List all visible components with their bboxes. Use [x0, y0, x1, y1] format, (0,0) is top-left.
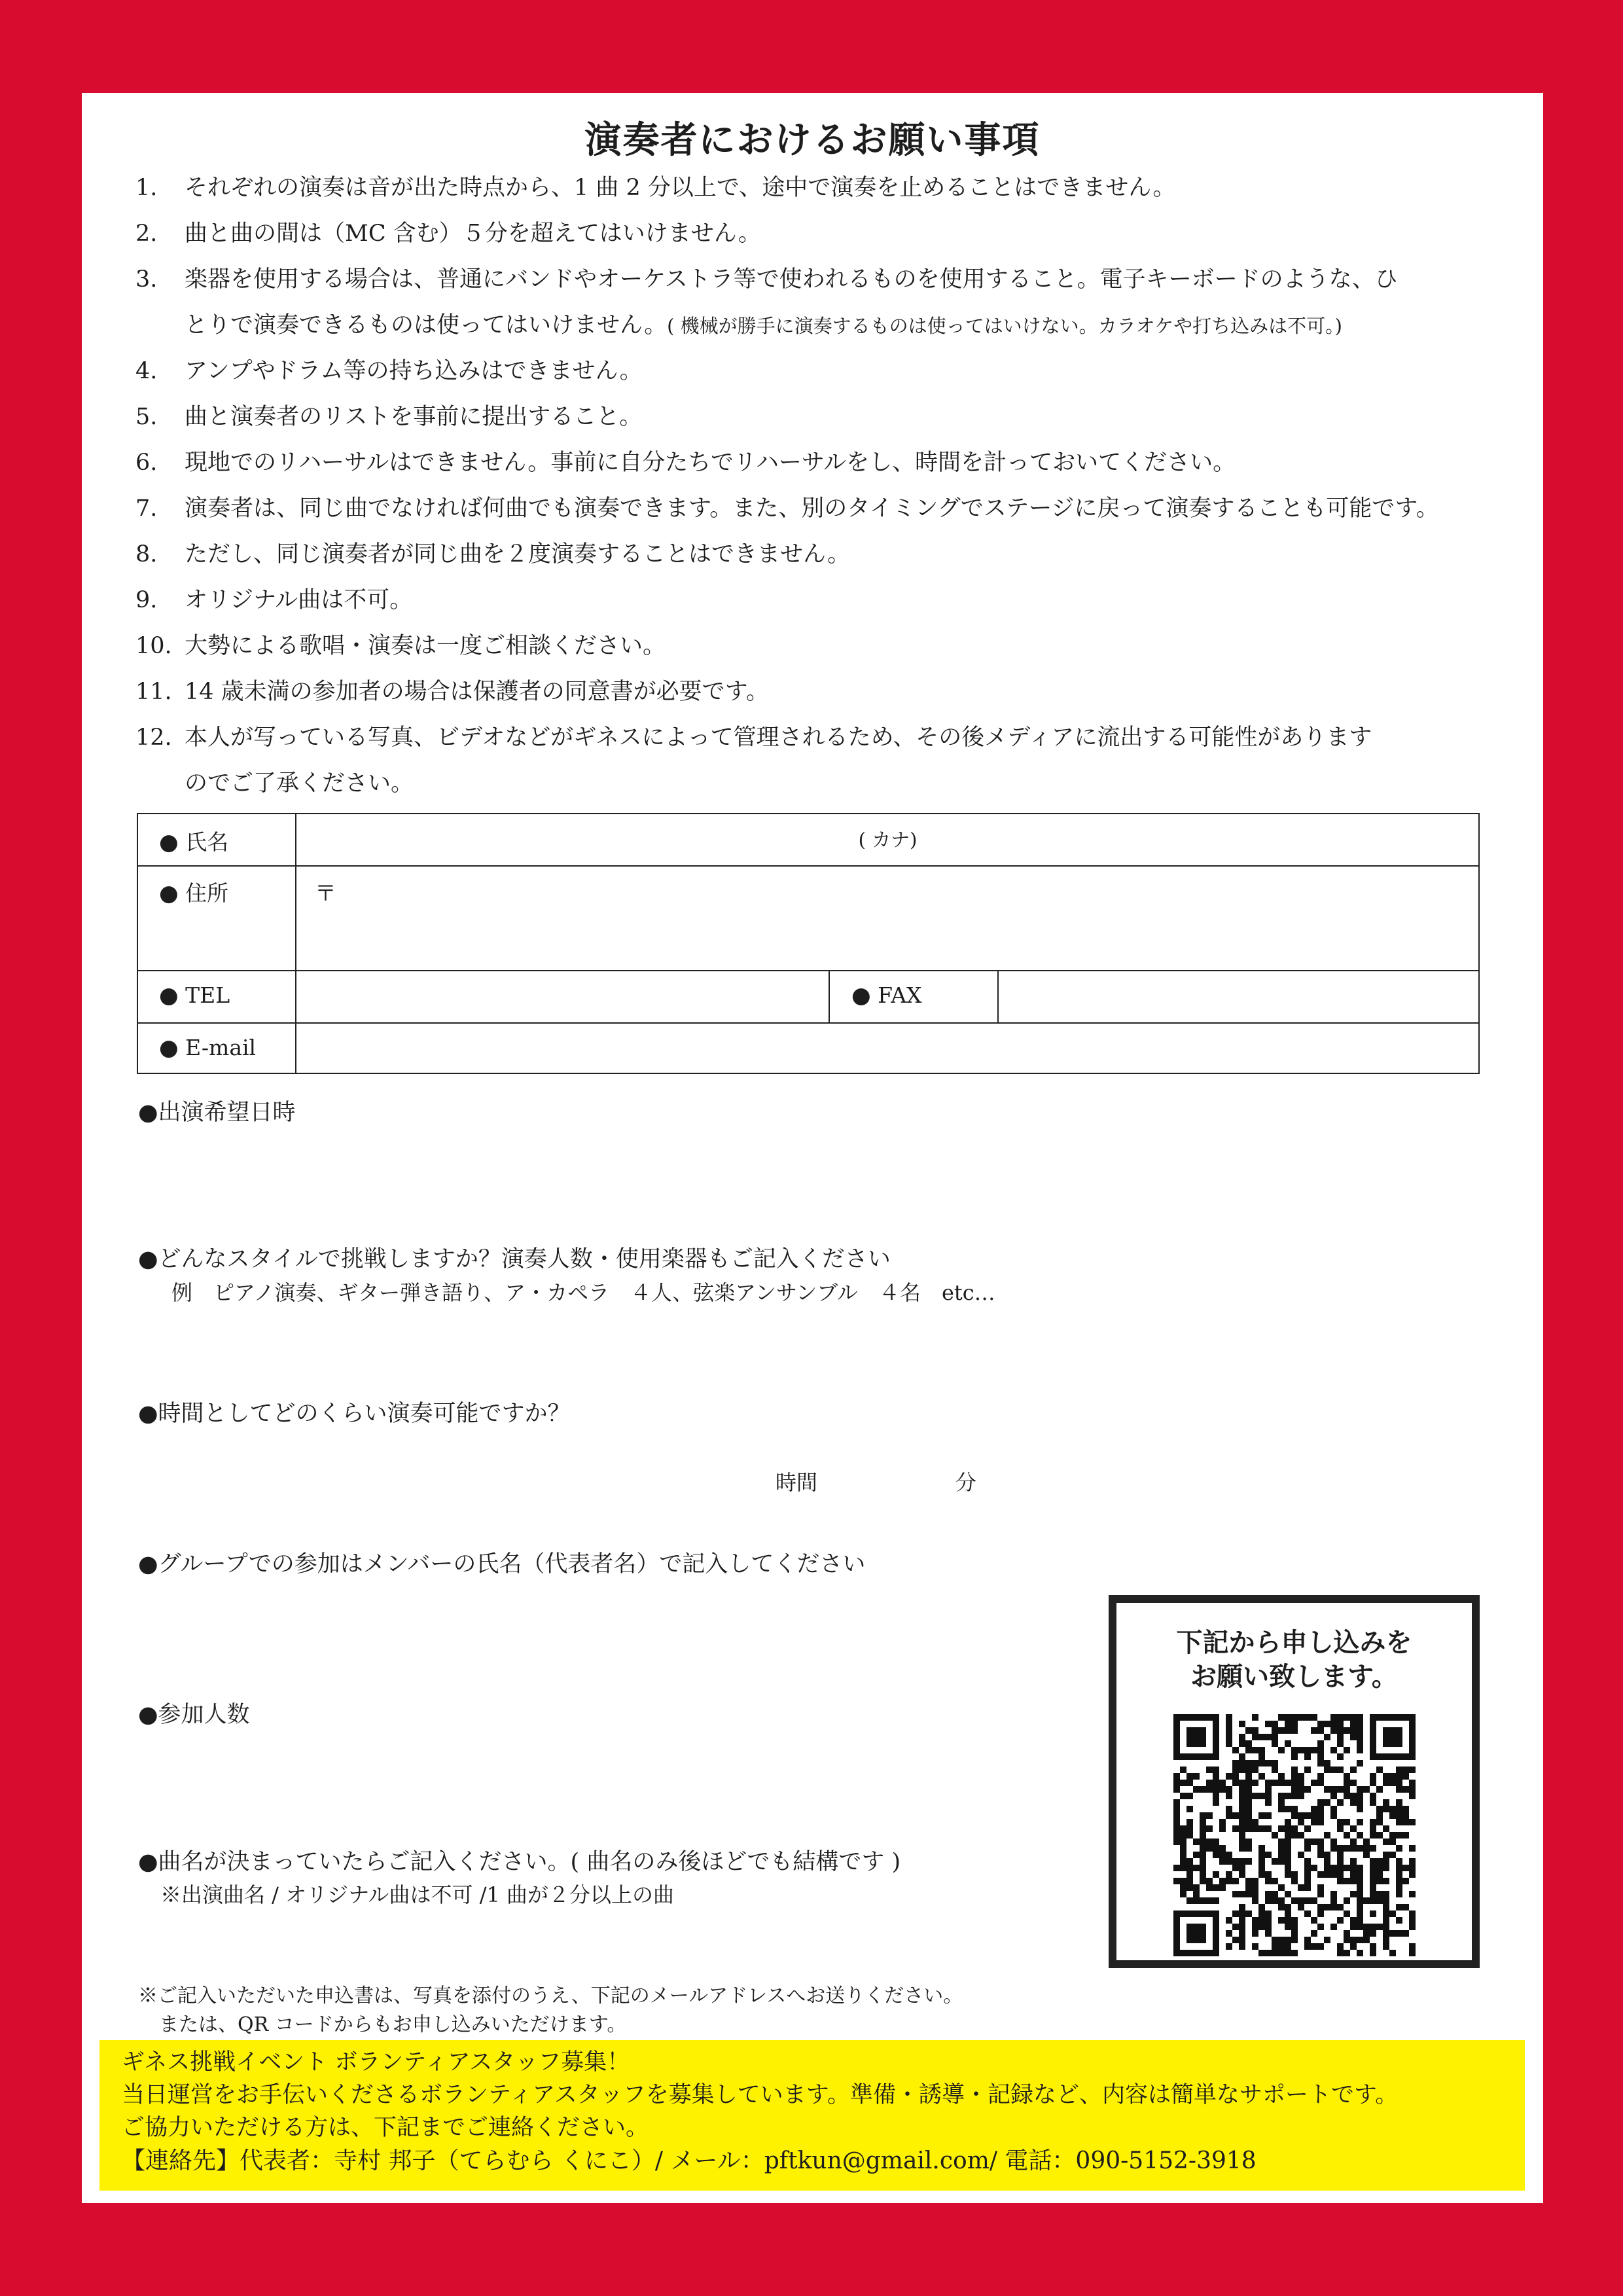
email-label: ● E-mail — [159, 1035, 257, 1061]
rule-text: のでご了承ください。 — [185, 770, 414, 797]
song-names-note: ※出演曲名 / オリジナル曲は不可 /1 曲が２分以上の曲 — [160, 1882, 675, 1907]
rule-text: アンプやドラム等の持ち込みはできません。 — [185, 358, 643, 384]
volunteer-banner — [99, 2040, 1525, 2191]
style-example: 例 ピアノ演奏、ギター弾き語り、ア・カペラ ４人、弦楽アンサンブル ４名 etc… — [171, 1280, 995, 1305]
song-names-heading: ●曲名が決まっていたらご記入ください。( 曲名のみ後ほどでも結構です ) — [138, 1849, 901, 1875]
name-field[interactable] — [296, 816, 1478, 864]
rule-number: 7. — [135, 495, 158, 522]
rule-number: 5. — [135, 404, 158, 430]
rule-text: とりで演奏できるものは使ってはいけません。( 機械が勝手に演奏するものは使ってはいけない。カラオケや打ち込みは不可。) — [185, 312, 1342, 338]
preferred-date-heading: ●出演希望日時 — [138, 1100, 296, 1126]
banner-description: 当日運営をお手伝いくださるボランティアスタッフを募集しています。準備・誘導・記録など、内容は簡単なサポートです。 — [122, 2082, 1399, 2108]
rule-text: それぞれの演奏は音が出た時点から、1 曲 2 分以上で、途中で演奏を止めることはできません。 — [185, 175, 1176, 201]
qr-heading: 下記から申し込みを お願い致します。 — [1176, 1628, 1412, 1692]
rule-item — [135, 584, 1510, 617]
rule-note: ( 機械が勝手に演奏するものは使ってはいけない。カラオケや打ち込みは不可。) — [667, 315, 1342, 337]
rule-number: 1. — [135, 175, 158, 201]
rule-text: ただし、同じ演奏者が同じ曲を２度演奏することはできません。 — [185, 541, 851, 567]
rule-item — [135, 492, 1510, 525]
tel-label: ● TEL — [159, 982, 230, 1009]
rule-item — [135, 309, 1510, 342]
submission-note-qr: または、QR コードからもお申し込みいただけます。 — [159, 2013, 627, 2036]
rule-text: 本人が写っている写真、ビデオなどがギネスによって管理されるため、その後メディアに流出する可能性があります — [185, 725, 1372, 751]
rule-item — [135, 721, 1510, 754]
rule-number: 9. — [135, 587, 158, 613]
name-label: ● 氏名 — [159, 829, 229, 855]
rule-text: 曲と演奏者のリストを事前に提出すること。 — [185, 404, 643, 430]
rule-number: 6. — [135, 450, 158, 476]
group-heading: ●グループでの参加はメンバーの氏名（代表者名）で記入してください — [138, 1551, 866, 1577]
address-label: ● 住所 — [159, 880, 229, 906]
rule-text: 楽器を使用する場合は、普通にバンドやオーケストラ等で使われるものを使用すること。電子キーボードのような、ひ — [185, 266, 1398, 293]
qr-box — [1109, 1595, 1480, 1968]
rule-text: 現地でのリハーサルはできません。事前に自分たちでリハーサルをし、時間を計っておいてください。 — [185, 450, 1236, 476]
rule-item — [135, 446, 1510, 479]
rule-text: 大勢による歌唱・演奏は一度ご相談ください。 — [185, 633, 666, 659]
rule-item — [135, 217, 1510, 250]
participant-count-area[interactable] — [138, 1732, 1087, 1850]
tel-field[interactable] — [296, 971, 827, 1021]
rule-number: 8. — [135, 541, 158, 567]
rule-item — [135, 355, 1510, 387]
address-field[interactable] — [296, 867, 1478, 969]
rule-number: 11. — [135, 679, 172, 705]
kana-label: ( カナ) — [858, 829, 918, 851]
group-members-area[interactable] — [138, 1582, 1087, 1713]
minutes-field[interactable] — [867, 1461, 998, 1494]
banner-headline: ギネス挑戦イベント ボランティアスタッフ募集！ — [122, 2049, 630, 2075]
minutes-label: 分 — [955, 1470, 977, 1495]
rule-item — [135, 630, 1510, 662]
application-sheet — [82, 93, 1543, 2203]
email-field[interactable] — [296, 1024, 1478, 1072]
rule-item — [135, 171, 1510, 204]
rule-number: 4. — [135, 358, 158, 384]
fax-field[interactable] — [999, 971, 1478, 1021]
rule-number: 10. — [135, 633, 172, 659]
rule-item — [135, 538, 1510, 571]
rule-number: 3. — [135, 266, 158, 293]
fax-label: ● FAX — [851, 982, 922, 1009]
rule-item — [135, 675, 1510, 708]
postal-mark: 〒 — [315, 880, 336, 906]
style-area[interactable] — [138, 1310, 1480, 1474]
rule-item — [135, 767, 1510, 800]
rule-text: 14 歳未満の参加者の場合は保護者の同意書が必要です。 — [185, 679, 769, 705]
qr-code-icon[interactable] — [1173, 1714, 1416, 1956]
rule-text: 演奏者は、同じ曲でなければ何曲でも演奏できます。また、別のタイミングでステージに戻って演奏することも可能です。 — [185, 495, 1439, 522]
rule-text: オリジナル曲は不可。 — [185, 587, 413, 613]
duration-heading: ●時間としてどのくらい演奏可能ですか？ — [138, 1401, 571, 1427]
rule-number: 12. — [135, 725, 172, 751]
submission-note: ※ご記入いただいた申込書は、写真を添付のうえ、下記のメールアドレスへお送りください。 — [138, 1984, 963, 2007]
banner-contact: 【連絡先】代表者：寺村 邦子（てらむら くにこ）/ メール：pftkun@gmail.com/ 電話：090-5152-3918 — [122, 2147, 1257, 2174]
rule-text: 曲と曲の間は（MC 含む）５分を超えてはいけません。 — [185, 221, 761, 247]
rule-item — [135, 401, 1510, 433]
hours-label: 時間 — [776, 1470, 818, 1495]
rule-item — [135, 263, 1510, 296]
banner-request: ご協力いただける方は、下記までご連絡ください。 — [122, 2115, 649, 2141]
style-heading: ●どんなスタイルで挑戦しますか？演奏人数・使用楽器もご記入ください — [138, 1246, 891, 1272]
rule-number: 2. — [135, 221, 158, 247]
participant-count-heading: ●参加人数 — [138, 1702, 250, 1728]
applicant-info-table — [137, 813, 1480, 1074]
page-title: 演奏者におけるお願い事項 — [584, 118, 1041, 162]
